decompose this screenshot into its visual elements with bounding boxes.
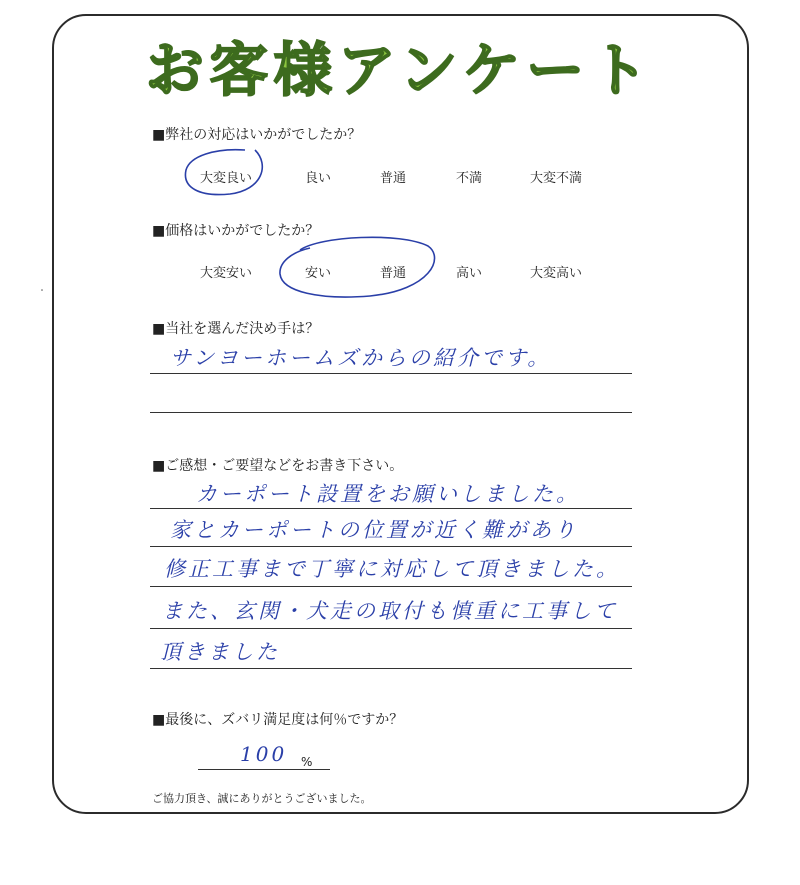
q1-option-4[interactable]: 不満 xyxy=(456,171,483,186)
q2-option-4[interactable]: 高い xyxy=(456,266,483,281)
q2-option-5[interactable]: 大変高い xyxy=(530,266,583,281)
q2-option-1[interactable]: 大変安い xyxy=(200,266,253,281)
q2-option-2[interactable]: 安い xyxy=(305,266,332,281)
answer-line xyxy=(150,412,632,413)
survey-title-text: お客様アンケート xyxy=(145,36,655,104)
answer-line xyxy=(150,546,632,547)
scan-speck xyxy=(41,289,43,291)
survey-title xyxy=(60,26,740,106)
q2-option-3[interactable]: 普通 xyxy=(380,266,407,281)
answer-line xyxy=(150,628,632,629)
handwritten-satisfaction-value: 100 xyxy=(240,742,288,766)
handwritten-comment-line: カーポート設置をお願いしました。 xyxy=(196,482,580,506)
handwritten-comment-line: 修正工事まで丁寧に対応して頂きました。 xyxy=(164,557,620,581)
answer-line xyxy=(150,373,632,374)
handwritten-reason: サンヨーホームズからの紹介です。 xyxy=(170,346,552,370)
q1-option-3[interactable]: 普通 xyxy=(380,171,407,186)
handwritten-comment-line: 家とカーポートの位置が近く難があり xyxy=(170,518,578,542)
handwritten-comment-line: また、玄関・犬走の取付も慎重に工事して xyxy=(162,599,618,623)
answer-line xyxy=(198,769,330,770)
answer-line xyxy=(150,668,632,669)
question-price: ■価格はいかがでしたか？ xyxy=(152,223,320,239)
answer-line xyxy=(150,508,632,509)
q1-option-5[interactable]: 大変不満 xyxy=(530,171,583,186)
question-satisfaction: ■最後に、ズバリ満足度は何％ですか？ xyxy=(152,712,404,728)
answer-line xyxy=(150,586,632,587)
q1-option-1[interactable]: 大変良い xyxy=(200,171,253,186)
thank-you-note: ご協力頂き、誠にありがとうございました。 xyxy=(152,792,372,805)
question-comments: ■ご感想・ご要望などをお書き下さい。 xyxy=(152,458,404,474)
question-service: ■弊社の対応はいかがでしたか？ xyxy=(152,127,362,143)
question-reason: ■当社を選んだ決め手は？ xyxy=(152,321,320,337)
handwritten-comment-line: 頂きました xyxy=(160,640,280,664)
percent-unit: % xyxy=(301,755,313,769)
q1-option-2[interactable]: 良い xyxy=(305,171,332,186)
